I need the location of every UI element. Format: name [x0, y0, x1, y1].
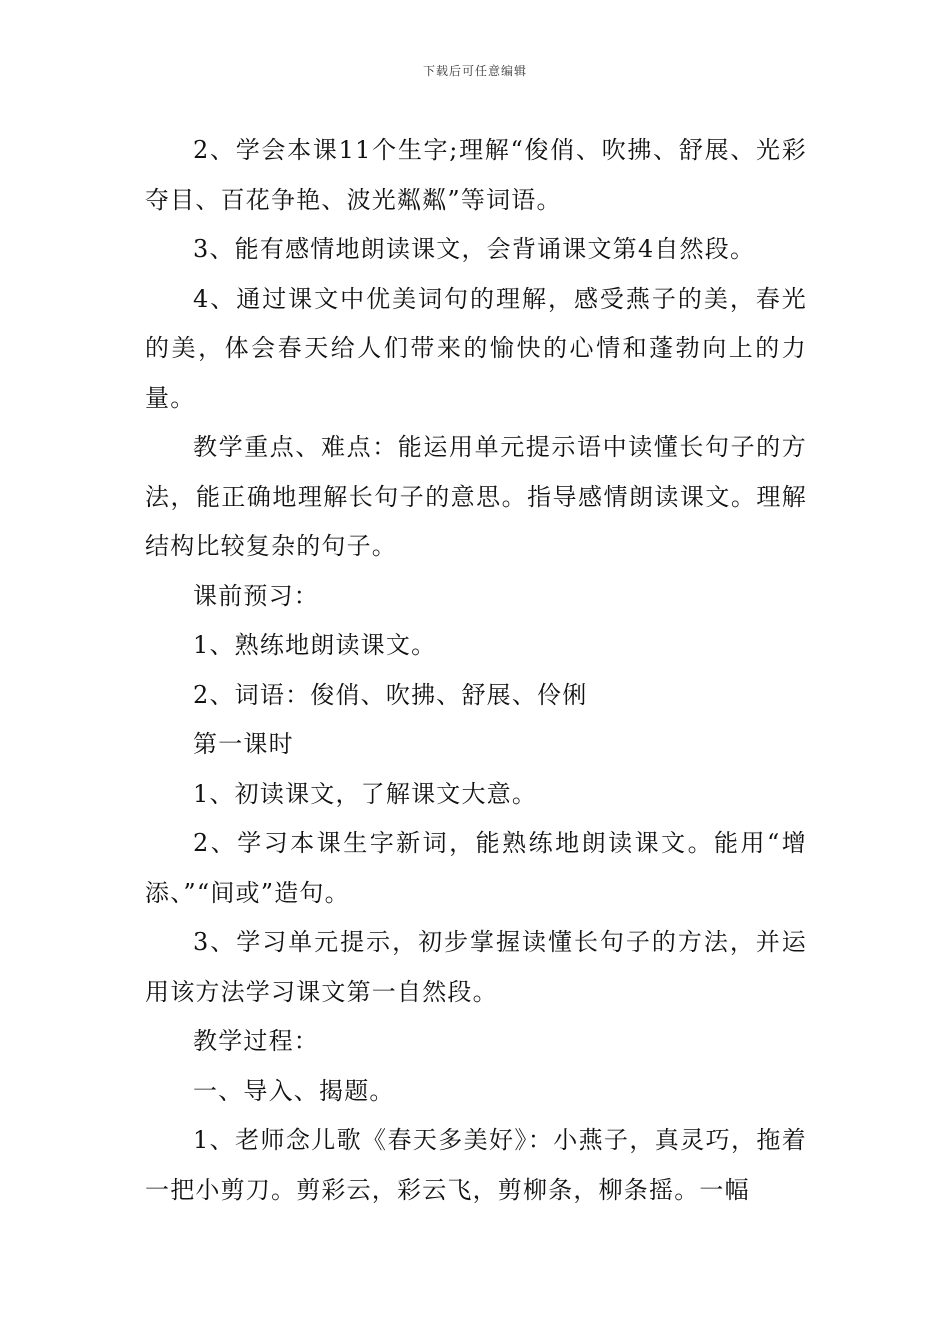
- paragraph-preview-heading: 课前预习：: [193, 581, 319, 610]
- paragraph-preview-1: 1、熟练地朗读课文。: [193, 631, 437, 659]
- paragraph-process-heading: 教学过程：: [193, 1027, 319, 1055]
- paragraph-objective-3: 3、能有感情地朗读课文，会背诵课文第4自然段。: [193, 235, 756, 263]
- paragraph-section-1: 一、导入、揭题。: [193, 1076, 395, 1105]
- paragraph-lesson-heading: 第一课时: [193, 730, 294, 758]
- paragraph-preview-2: 2、词语：俊俏、吹拂、舒展、伶俐: [193, 680, 588, 709]
- page-header: 下载后可任意编辑: [422, 64, 527, 78]
- paragraph-lesson-goal-1: 1、初读课文，了解课文大意。: [193, 779, 538, 808]
- paragraph-key-points: 教学重点、难点：能运用单元提示语中读懂长句子的方法，能正确地理解长句子的意思。指导感情朗读课文。理解结构比较复杂的句子。: [145, 433, 807, 560]
- document-body: [145, 126, 807, 1215]
- paragraph-lesson-goal-3: 3、学习单元提示，初步掌握读懂长句子的方法，并运用该方法学习课文第一自然段。: [145, 928, 807, 1006]
- paragraph-objective-4: 4、通过课文中优美词句的理解，感受燕子的美，春光的美，体会春天给人们带来的愉快的心情和蓬勃向上的力量。: [145, 284, 807, 412]
- paragraph-lesson-goal-2: 2、学习本课生字新词，能熟练地朗读课文。能用“增添、”“间或”造句。: [145, 829, 807, 907]
- paragraph-objective-2: 2、学会本课11个生字;理解“俊俏、吹拂、舒展、光彩夺目、百花争艳、波光粼粼”等词语。: [145, 136, 807, 214]
- paragraph-step-1: 1、老师念儿歌《春天多美好》：小燕子，真灵巧，拖着一把小剪刀。剪彩云，彩云飞，剪柳条，柳条摇。一幅: [145, 1126, 807, 1204]
